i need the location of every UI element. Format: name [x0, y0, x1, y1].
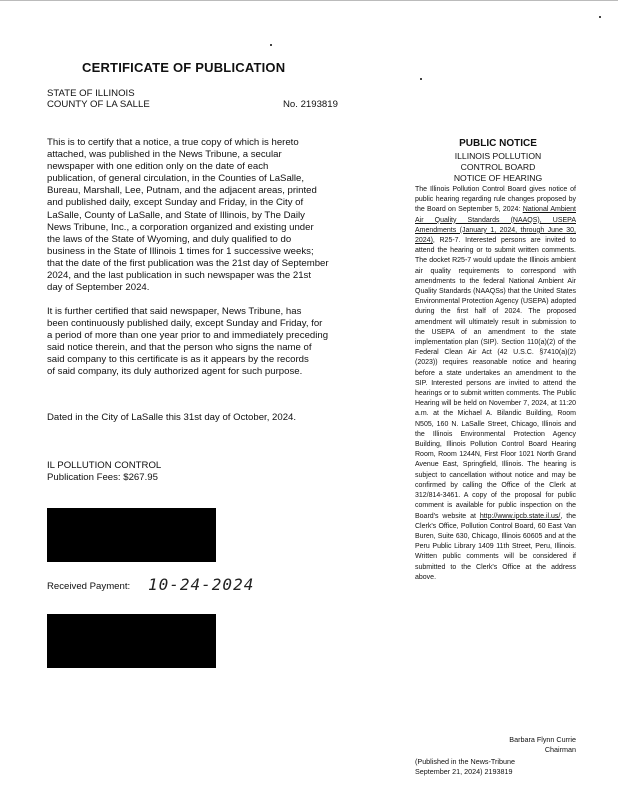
- received-payment-label: Received Payment:: [47, 581, 131, 592]
- notice-body: [415, 185, 576, 583]
- published-line-2: September 21, 2024) 2193819: [415, 767, 513, 776]
- received-payment-date: 10-24-2024: [148, 575, 255, 594]
- certification-paragraph: This is to certify that a notice, a true copy of which is hereto attached, was published in the News Tribune, a secular newspaper with one edition only on the date of each publication, of general circulation, in the Counties of LaSalle, Bureau, Marshall, Lee, Putnam, and the adjacent areas, printed and published daily, except Sunday and Friday, in the City of LaSalle, County of LaSalle, and State of Illinois, by The Daily News Tribune, Inc., a corporation organized and existing under the laws of the State of Wyoming, and duly qualified to do business in the State of Illinois 1 times for 1 successive weeks; that the date of the first publication was the 21st day of September 2024, and the last publication in such newspaper was the 21st day of September 2024.: [47, 137, 329, 294]
- notice-body-intro: The Illinois Pollution Control Board gives notice of public hearing regarding rule changes proposed by the Board on September 5, 2024:: [415, 186, 576, 214]
- county-line: COUNTY OF LA SALLE: [47, 99, 150, 110]
- certificate-title: CERTIFICATE OF PUBLICATION: [82, 60, 286, 75]
- continuity-paragraph: It is further certified that said newspaper, News Tribune, has been continuously published daily, except Sunday and Friday, for a period of more than one year prior to and immediately preceding said notice therein, and that the person who signs the name of said company to this certificate is as it appears by the records of said company, its duly authorized agent for such purpose.: [47, 306, 329, 378]
- redacted-signature-block: [47, 508, 216, 562]
- notice-signer-title: Chairman: [544, 745, 576, 754]
- notice-rulemaking-title: National Ambient Air Quality Standards (NAAQS), USEPA Amendments (January 1, 2024, through June 30, 2024): [415, 206, 576, 245]
- dated-line: Dated in the City of LaSalle this 31st day of October, 2024.: [47, 412, 297, 423]
- notice-subheading-3: NOTICE OF HEARING: [453, 173, 543, 183]
- scan-speck: [599, 16, 601, 18]
- scan-speck: [270, 44, 272, 46]
- notice-signer: Barbara Flynn Currie: [509, 735, 576, 744]
- notice-subheading-1: ILLINOIS POLLUTION: [454, 151, 542, 161]
- notice-body-closing: , the Clerk's Office, Pollution Control Board, 60 East Van Buren, Suite 630, Chicago, Illinois 60605 and at the Peru Public Library 1409 11th Street, Peru, Illinois. Written public comments will be considered if submitted to the Clerk's Office at the address above.: [415, 512, 576, 581]
- scan-speck: [420, 78, 422, 80]
- board-website-link[interactable]: http://www.ipcb.state.il.us/: [479, 512, 561, 520]
- notice-body-main: , R25-7. Interested persons are invited to attend the hearing or to submit written comments. The docket R25-7 would update the Illinois ambient air quality requirements to correspond with amendments to the federal National Ambient Air Quality Standards (NAAQSs) that the United States Environmental Protection Agency (USEPA) adopted during the first half of 2024. The proposed amendment will ultimately result in submission to the USEPA of an amendment to the state implementation plan (SIP). Section 110(a)(2) of the Federal Clean Air Act (42 U.S.C. §7410(a)(2) (2023)) requires reasonable notice and hearing before a state undertakes an amendment to the SIP. Interested persons are invited to attend the hearings or to submit written comments. The Public Hearing will be held on November 7, 2024, at 11:20 a.m. at the Michael A. Bilandic Building, Room N505, 160 N. LaSalle Street, Chicago, Illinois and the Illinois Environmental Protection Agency Building, Illinois Pollution Control Board Hearing Room, Room 1244N, First Floor 1021 North Grand Avenue East, Springfield, Illinois. The hearing is subject to cancellation without notice and may be confirmed by calling the Office of the Clerk at 312/814-3461. A copy of the proposal for public comment is available for public inspection on the Board's website at: [415, 237, 576, 520]
- notice-heading: PUBLIC NOTICE: [459, 138, 537, 149]
- client-name: IL POLLUTION CONTROL: [47, 460, 162, 471]
- scan-edge-line: [0, 0, 618, 1]
- state-line: STATE OF ILLINOIS: [47, 88, 135, 99]
- published-line-1: (Published in the News-Tribune: [415, 757, 516, 766]
- certificate-number: No. 2193819: [283, 99, 338, 110]
- redacted-notary-block: [47, 614, 216, 668]
- publication-fees: Publication Fees: $267.95: [47, 472, 158, 483]
- notice-subheading-2: CONTROL BOARD: [460, 162, 536, 172]
